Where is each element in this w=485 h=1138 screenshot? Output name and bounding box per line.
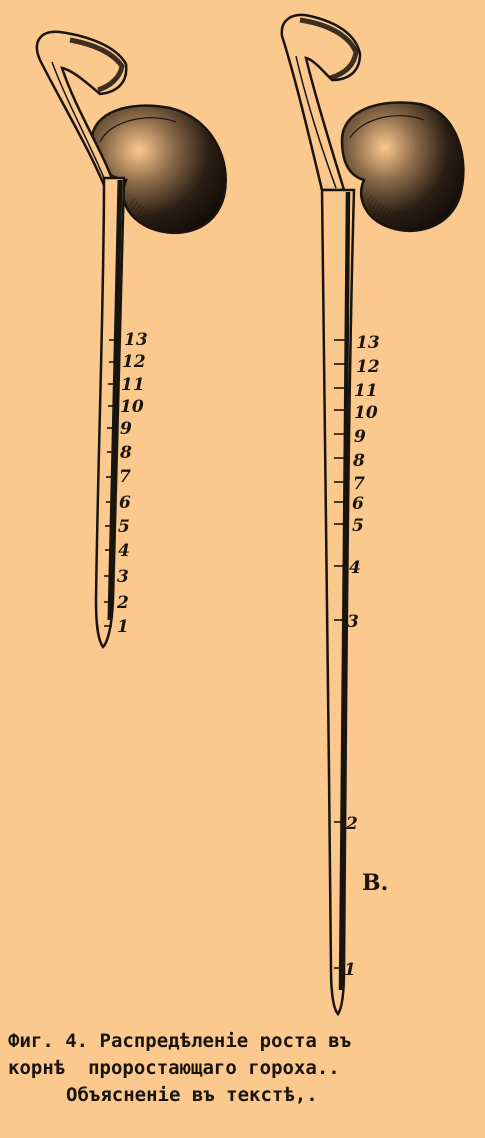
seedling-a-mark-6: 6 xyxy=(119,493,131,513)
figure-caption xyxy=(0,1028,485,1109)
seedling-b-mark-7: 7 xyxy=(353,474,365,494)
seedling-a-mark-13: 13 xyxy=(124,330,148,350)
seedling-b-mark-9: 9 xyxy=(354,427,366,447)
seedling-b-mark-12: 12 xyxy=(356,357,380,377)
caption-line-2: корнѣ проростающаго гороха.. xyxy=(8,1057,340,1079)
seedling-a-mark-8: 8 xyxy=(120,443,132,463)
seedling-b-root xyxy=(322,190,354,1014)
seedling-b-mark-6: 6 xyxy=(352,494,364,514)
seedling-a-mark-4: 4 xyxy=(118,541,130,561)
seedling-a xyxy=(37,32,226,647)
seedling-b-mark-13: 13 xyxy=(356,333,380,353)
seedling-a-mark-3: 3 xyxy=(117,567,129,587)
seedling-a-mark-5: 5 xyxy=(118,517,130,537)
seedling-b xyxy=(282,15,464,1014)
seedling-b-mark-3: 3 xyxy=(347,612,359,632)
caption-line-3: Объясненіе въ текстѣ,. xyxy=(66,1084,318,1106)
seedling-a-mark-12: 12 xyxy=(122,352,146,372)
seedling-a-mark-1: 1 xyxy=(117,617,129,637)
seedling-a-mark-2: 2 xyxy=(117,593,129,613)
seedling-b-mark-4: 4 xyxy=(349,558,361,578)
seedling-b-mark-11: 11 xyxy=(354,381,378,401)
seedling-b-mark-1: 1 xyxy=(344,960,356,980)
seedling-a-mark-7: 7 xyxy=(119,467,131,487)
seedling-b-mark-2: 2 xyxy=(346,814,358,834)
seedling-b-mark-5: 5 xyxy=(352,516,364,536)
label-b: В. xyxy=(362,870,389,896)
seedling-a-mark-9: 9 xyxy=(120,419,132,439)
seedling-a-mark-10: 10 xyxy=(120,397,144,417)
seedling-b-mark-10: 10 xyxy=(354,403,378,423)
seedling-b-mark-8: 8 xyxy=(353,451,365,471)
seedling-a-mark-11: 11 xyxy=(121,375,145,395)
caption-line-1: Фиг. 4. Распредѣленіе роста въ xyxy=(8,1030,352,1052)
